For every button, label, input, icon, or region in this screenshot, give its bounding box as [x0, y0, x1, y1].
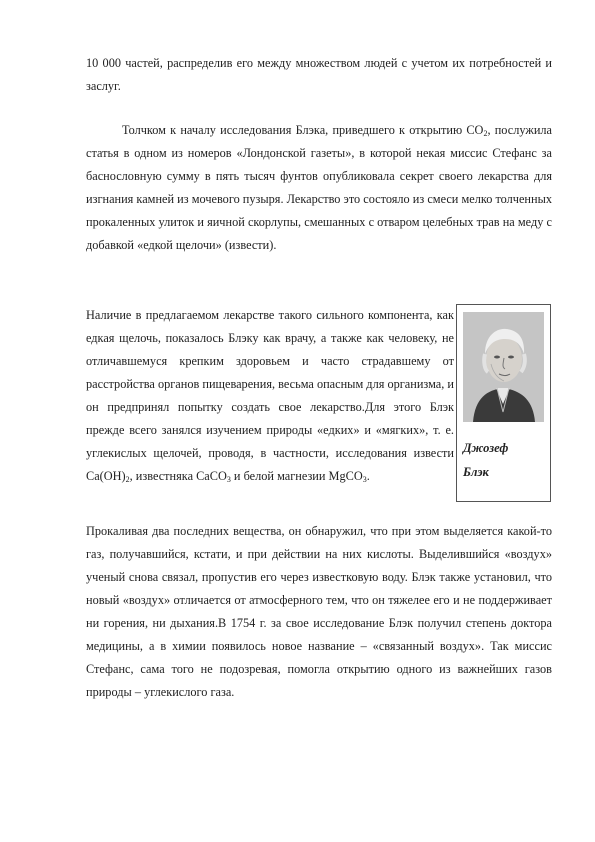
portrait-caption	[463, 436, 543, 484]
paragraph-black-research	[86, 119, 552, 257]
subscript: 2	[125, 475, 130, 484]
paragraph-continuation	[86, 52, 552, 98]
portrait-figure	[456, 304, 551, 502]
paragraph-text: 10 000 частей, распределив его между множеством людей с учетом их потребностей и заслуг.	[86, 56, 552, 93]
paragraph-text: Толчком к началу исследования Блэка, приведшего к открытию CO	[122, 123, 484, 137]
paragraph-text: и белой магнезии MgCO	[230, 469, 363, 483]
paragraph-text: , известняка CaCO	[129, 469, 227, 483]
caption-line: Джозеф	[463, 441, 509, 455]
caption-line: Блэк	[463, 465, 489, 479]
subscript: 3	[226, 475, 231, 484]
paragraph-alkali-study	[86, 304, 454, 488]
paragraph-discovery	[86, 520, 552, 704]
paragraph-text: .	[366, 469, 370, 483]
subscript: 2	[483, 129, 488, 138]
paragraph-text: Наличие в предлагаемом лекарстве такого сильного компонента, как едкая щелочь, показалось Блэку как врачу, а также как человеку, не отличавшемуся крепким здоровьем и часто страдавшему от расстройства органов пищеварения, весьма опасным для организма, и он предпринял попытку создать свое лекарство.Для этого Блэк прежде всего занялся изучением природы «едких» и «мягких», т. е. углекислых щелочей, проводя, в частности, исследования извести Ca(OH)	[86, 308, 454, 483]
paragraph-text: , послужила статья в одном из номеров «Лондонской газеты», в которой некая миссис Стефанс за баснословную сумму в пять тысяч фунтов опубликовала секрет своего лекарства для изгнания камней из мочевого пузыря. Лекарство это состояло из смеси мелко толченных прокаленных улиток и яичной скорлупы, смешанных с отваром целебных трав на меду с добавкой «едкой щелочи» (извести).	[86, 123, 553, 252]
subscript: 3	[362, 475, 367, 484]
paragraph-text: Прокаливая два последних вещества, он обнаружил, что при этом выделяется какой-то газ, получавшийся, кстати, и при действии на них кислоты. Выделившийся «воздух» ученый снова связал, пропустив его через известковую воду. Блэк также установил, что новый «воздух» отличается от атмосферного тем, что он тяжелее его и не поддерживает ни горения, ни дыхания.В 1754 г. за свое исследование Блэк получил степень доктора медицины, а в химии появилось новое название – «связанный воздух». Так миссис Стефанс, сама того не подозревая, помогла открытию одного из важнейших газов природы – углекислого газа.	[86, 524, 552, 699]
joseph-black-portrait	[463, 312, 544, 422]
